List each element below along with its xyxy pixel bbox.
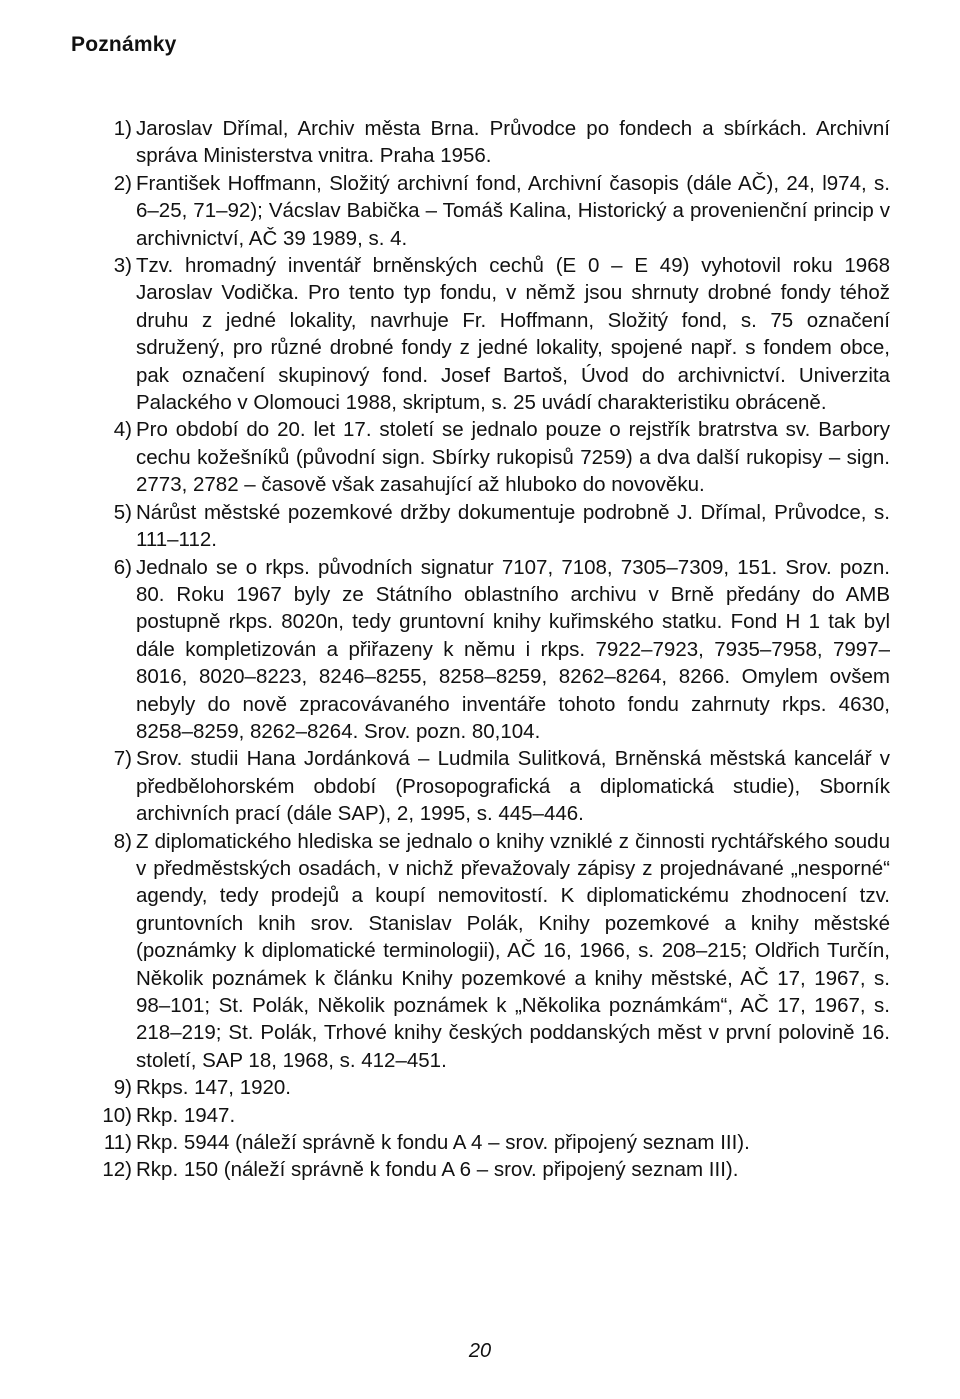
footnote-item [78, 416, 890, 498]
footnote-item [78, 1102, 890, 1129]
footnote-text: Nárůst městské pozemkové držby dokumentuje podrobně J. Dřímal, Průvodce, s. 111–112. [136, 500, 890, 552]
footnote-text: Jednalo se o rkps. původních signatur 7107, 7108, 7305–7309, 151. Srov. pozn. 80. Roku 1967 byly ze Státního oblastního archivu v Brně předány do AMB postupně rkps. 8020n, tedy gruntovní knihy kuřimského statku. Fond H 1 tak byl dále kompletizován a přiřazeny k němu i rkps. 7922–7923, 7935–7958, 7997–8016, 8020–8223, 8246–8255, 8258–8259, 8262–8264, 8266. Omylem ovšem nebyly do nově zpracovávaného inventáře tohoto fondu zahrnuty rkps. 4630, 8258–8259, 8262–8264. Srov. pozn. 80,104. [136, 555, 890, 743]
footnote-item [78, 828, 890, 1075]
footnote-item [78, 170, 890, 252]
footnote-item [78, 499, 890, 554]
footnote-number: 1) [113, 117, 132, 140]
footnotes-list [78, 115, 890, 1184]
footnote-number: 9) [113, 1076, 132, 1100]
footnote-item [78, 1074, 890, 1101]
footnote-number: 8) [113, 829, 132, 853]
footnote-item [78, 745, 890, 827]
footnote-number: 3) [113, 254, 132, 278]
footnote-number: 7) [113, 747, 132, 771]
footnote-item [78, 1129, 890, 1156]
footnote-number: 4) [113, 418, 132, 442]
footnote-item [78, 252, 890, 416]
footnote-number: 2) [113, 171, 132, 195]
footnote-item [78, 1156, 890, 1183]
footnote-text: Rkp. 5944 (náleží správně k fondu A 4 – srov. připojený seznam III). [136, 1131, 750, 1155]
footnote-text: Jaroslav Dřímal, Archiv města Brna. Průvodce po fondech a sbírkách. Archivní správa Ministerstva vnitra. Praha 1956. [136, 117, 890, 168]
footnote-number: 5) [113, 500, 132, 524]
footnote-text: Z diplomatického hlediska se jednalo o knihy vzniklé z činnosti rychtářského soudu v předměstských osadách, v nichž převažovaly zápisy z projednávané „nesporné“ agendy, tedy prodejů a koupí nemovitostí. K diplomatickému zhodnocení tzv. gruntovních knih srov. Stanislav Polák, Knihy pozemkové a knihy městské (poznámky k diplomatické terminologii), AČ 16, 1966, s. 208–215; Oldřich Turčín, Několik poznámek k článku Knihy pozemkové a knihy městské, AČ 17, 1967, s. 98–101; St. Polák, Několik poznámek k „Několika poznámkám“, AČ 17, 1967, s. 218–219; St. Polák, Trhové knihy českých poddanských měst v první polovině 16. století, SAP 18, 1968, s. 412–451. [136, 829, 890, 1072]
footnote-number: 10) [102, 1103, 132, 1127]
footnote-text: Pro období do 20. let 17. století se jednalo pouze o rejstřík bratrstva sv. Barbory cechu kožešníků (původní sign. Sbírky rukopisů 7259) a dva další rukopisy – sign. 2773, 2782 – časově však zasahující až hluboko do novověku. [136, 418, 890, 497]
footnote-number: 11) [103, 1131, 132, 1155]
footnote-text: Srov. studii Hana Jordánková – Ludmila Sulitková, Brněnská městská kancelář v předbělohorském období (Prosopografická a diplomatická studie), Sborník archivních prací (dále SAP), 2, 1995, s. 445–446. [136, 747, 890, 826]
footnote-number: 12) [102, 1158, 132, 1182]
footnote-text: Rkps. 147, 1920. [136, 1076, 291, 1100]
page-number: 20 [468, 1340, 492, 1362]
footnote-number: 6) [113, 555, 132, 579]
footnote-item [78, 115, 890, 170]
footnote-item [78, 554, 890, 746]
footnote-text: Rkp. 1947. [136, 1103, 236, 1127]
page-heading: Poznámky [71, 33, 177, 56]
footnote-text: František Hoffmann, Složitý archivní fond, Archivní časopis (dále AČ), 24, l974, s. 6–25, 71–92); Vácslav Babička – Tomáš Kalina, Historický a provenienční princip v archivnictví, AČ 39 1989, s. 4. [136, 171, 890, 250]
footnote-text: Rkp. 150 (náleží správně k fondu A 6 – srov. připojený seznam III). [136, 1158, 739, 1182]
footnote-text: Tzv. hromadný inventář brněnských cechů (E 0 – E 49) vyhotovil roku 1968 Jaroslav Vodička. Pro tento typ fondu, v němž jsou shrnuty drobné fondy téhož druhu z jedné lokality, navrhuje Fr. Hoffmann, Složitý fond, s. 75 označení sdružený, pro různé drobné fondy z jedné lokality, spojené např. s fondem obce, pak označení skupinový fond. Josef Bartoš, Úvod do archivnictví. Univerzita Palackého v Olomouci 1988, skriptum, s. 25 uvádí charakteristiku obráceně. [136, 254, 890, 415]
